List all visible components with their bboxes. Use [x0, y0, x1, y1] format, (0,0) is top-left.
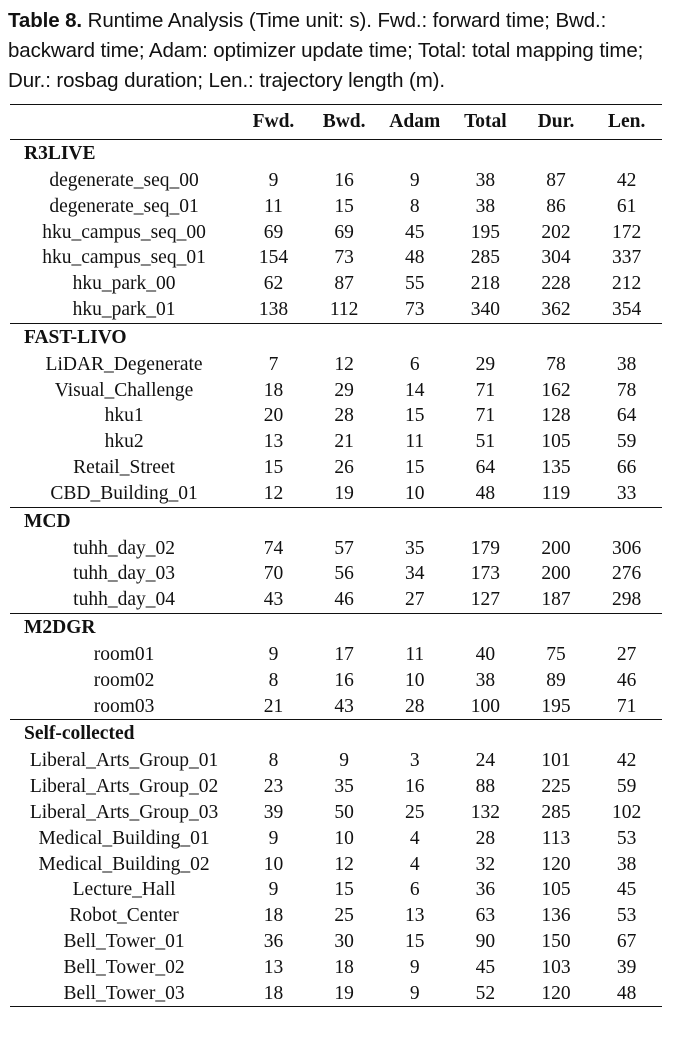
cell-fwd: 8 [268, 750, 279, 772]
table-row [10, 455, 662, 481]
cell-sequence: Visual_Challenge [54, 379, 194, 401]
cell-dur: 304 [541, 247, 571, 269]
cell-adam: 6 [409, 879, 420, 901]
cell-dur: 202 [541, 221, 571, 243]
cell-total: 24 [475, 750, 496, 772]
cell-dur: 195 [541, 695, 571, 717]
table-row [10, 668, 662, 694]
cell-total: 285 [470, 247, 500, 269]
table-row [10, 748, 662, 774]
cell-bwd: 19 [309, 981, 380, 1007]
cell-len: 53 [616, 827, 637, 849]
cell-dur: 285 [541, 801, 571, 823]
group-header-row [10, 613, 662, 642]
cell-sequence: room01 [93, 643, 155, 665]
cell-dur: 87 [546, 170, 566, 191]
cell-total: 36 [475, 879, 496, 901]
cell-total: 90 [475, 930, 496, 952]
runtime-table [10, 104, 662, 1007]
table-row [10, 929, 662, 955]
cell-len: 78 [616, 379, 637, 401]
table-row [10, 481, 662, 507]
cell-bwd: 30 [334, 930, 354, 952]
header-cell-bwd: Bwd. [322, 111, 366, 132]
table-row [10, 168, 662, 194]
cell-adam: 25 [404, 801, 425, 823]
cell-adam: 9 [409, 170, 420, 191]
group-name: MCD [10, 507, 662, 536]
cell-fwd: 9 [268, 643, 279, 665]
cell-bwd: 18 [334, 956, 354, 978]
cell-adam: 15 [404, 456, 425, 478]
cell-len: 66 [616, 456, 637, 478]
cell-adam: 15 [404, 405, 425, 427]
cell-adam: 45 [404, 221, 425, 243]
cell-bwd: 15 [334, 195, 354, 217]
cell-fwd: 7 [268, 353, 279, 375]
cell-sequence: Bell_Tower_02 [63, 956, 185, 978]
cell-len: 38 [616, 853, 637, 875]
cell-adam: 8 [409, 195, 420, 217]
header-cell-fwd: Fwd. [252, 111, 295, 132]
cell-adam: 13 [404, 905, 425, 927]
cell-sequence: Medical_Building_02 [38, 853, 210, 875]
cell-sequence: Robot_Center [69, 905, 179, 927]
cell-total: 52 [450, 981, 521, 1007]
cell-sequence: CBD_Building_01 [50, 482, 198, 504]
cell-fwd: 138 [258, 298, 289, 320]
cell-fwd: 43 [263, 589, 284, 611]
cell-bwd: 16 [334, 170, 354, 191]
cell-total: 132 [470, 801, 500, 823]
group-header-row [10, 323, 662, 352]
table-row [10, 903, 662, 929]
cell-total: 51 [475, 431, 496, 453]
cell-sequence: Liberal_Arts_Group_02 [29, 776, 219, 798]
cell-len: 39 [616, 956, 637, 978]
cell-adam: 28 [404, 695, 425, 717]
cell-dur: 120 [541, 853, 571, 875]
caption-text: Runtime Analysis (Time unit: s). Fwd.: forward time; Bwd.: backward time; Adam: optimizer update time; Total: total mapping time; Dur.: rosbag duration; Len.: trajectory length (m). [8, 9, 644, 92]
cell-len: 64 [616, 405, 637, 427]
cell-len: 42 [616, 750, 637, 772]
cell-sequence: Liberal_Arts_Group_03 [29, 801, 219, 823]
cell-bwd: 29 [334, 379, 354, 401]
table-row [10, 877, 662, 903]
cell-fwd: 74 [263, 537, 284, 559]
group-header-row [10, 140, 662, 169]
cell-bwd: 26 [334, 456, 354, 478]
table-row [10, 955, 662, 981]
cell-dur: 228 [541, 273, 571, 295]
cell-dur: 136 [541, 905, 571, 927]
cell-bwd: 28 [334, 405, 354, 427]
cell-bwd: 87 [334, 273, 354, 295]
cell-adam: 10 [404, 482, 425, 504]
cell-total: 32 [475, 853, 496, 875]
table-row [10, 271, 662, 297]
cell-adam: 9 [379, 981, 450, 1007]
cell-bwd: 73 [334, 247, 354, 269]
cell-dur: 225 [541, 776, 571, 798]
cell-len: 38 [616, 353, 637, 375]
cell-total: 195 [470, 221, 500, 243]
cell-adam: 4 [409, 853, 420, 875]
cell-adam: 11 [405, 431, 425, 453]
cell-adam: 73 [404, 298, 425, 320]
table-row [10, 194, 662, 220]
table-row [10, 297, 662, 323]
cell-sequence: tuhh_day_04 [73, 589, 175, 611]
cell-sequence: Lecture_Hall [72, 879, 176, 901]
cell-bwd: 69 [334, 221, 354, 243]
cell-total: 64 [475, 456, 496, 478]
cell-fwd: 20 [263, 405, 284, 427]
table-row [10, 536, 662, 562]
cell-len: 48 [591, 981, 662, 1007]
group-header-row [10, 507, 662, 536]
cell-bwd: 15 [334, 879, 354, 901]
cell-fwd: 18 [263, 379, 284, 401]
group-header-row [10, 720, 662, 749]
cell-fwd: 10 [263, 853, 284, 875]
caption-label: Table 8. [8, 9, 83, 32]
cell-adam: 16 [404, 776, 425, 798]
table-row [10, 403, 662, 429]
cell-adam: 4 [409, 827, 420, 849]
cell-bwd: 9 [339, 750, 349, 772]
cell-bwd: 12 [334, 853, 354, 875]
cell-len: 45 [616, 879, 637, 901]
cell-len: 337 [612, 247, 642, 269]
cell-sequence: room02 [93, 669, 155, 691]
cell-bwd: 112 [329, 298, 359, 320]
table-row [10, 245, 662, 271]
cell-fwd: 69 [263, 221, 284, 243]
cell-total: 71 [475, 405, 496, 427]
table-row [10, 561, 662, 587]
cell-dur: 135 [541, 456, 571, 478]
cell-adam: 35 [404, 537, 425, 559]
cell-total: 218 [470, 273, 500, 295]
cell-len: 212 [612, 273, 642, 295]
cell-adam: 9 [409, 956, 420, 978]
cell-dur: 86 [546, 195, 566, 217]
cell-total: 38 [475, 170, 496, 191]
cell-len: 276 [612, 563, 642, 585]
cell-dur: 200 [541, 563, 571, 585]
cell-fwd: 12 [263, 482, 284, 504]
cell-adam: 27 [404, 589, 425, 611]
cell-bwd: 25 [334, 905, 354, 927]
cell-sequence: room03 [93, 695, 155, 717]
header-row [10, 105, 662, 140]
cell-fwd: 18 [238, 981, 309, 1007]
cell-dur: 128 [541, 405, 571, 427]
cell-fwd: 36 [263, 930, 284, 952]
table-row [10, 352, 662, 378]
cell-total: 71 [475, 379, 496, 401]
cell-sequence: hku_park_01 [72, 298, 176, 320]
cell-dur: 105 [541, 431, 571, 453]
cell-bwd: 43 [334, 695, 354, 717]
table-row [10, 800, 662, 826]
cell-len: 59 [616, 431, 637, 453]
table-row [10, 378, 662, 404]
cell-dur: 150 [541, 930, 571, 952]
cell-dur: 200 [541, 537, 571, 559]
cell-total: 173 [470, 563, 500, 585]
header-cell-adam: Adam [389, 111, 441, 132]
table-row [10, 826, 662, 852]
group-name: FAST-LIVO [10, 323, 662, 352]
cell-dur: 101 [541, 750, 571, 772]
cell-adam: 48 [404, 247, 425, 269]
cell-total: 63 [475, 905, 496, 927]
cell-dur: 75 [546, 643, 566, 665]
cell-total: 29 [475, 353, 496, 375]
cell-len: 33 [616, 482, 637, 504]
cell-total: 100 [470, 695, 500, 717]
table-row [10, 981, 662, 1007]
table-row [10, 642, 662, 668]
table-row [10, 587, 662, 613]
cell-dur: 119 [541, 482, 571, 504]
table-row [10, 429, 662, 455]
cell-sequence: Bell_Tower_03 [10, 981, 238, 1007]
table-row [10, 852, 662, 878]
cell-fwd: 18 [263, 905, 284, 927]
cell-total: 38 [475, 195, 496, 217]
cell-bwd: 56 [334, 563, 354, 585]
cell-total: 28 [475, 827, 496, 849]
cell-sequence: hku_park_00 [72, 273, 176, 295]
cell-total: 179 [470, 537, 500, 559]
header-cell-total: Total [464, 111, 507, 132]
cell-total: 40 [475, 643, 496, 665]
cell-dur: 120 [521, 981, 592, 1007]
cell-adam: 6 [409, 353, 420, 375]
header-cell-dur: Dur. [537, 111, 575, 132]
cell-bwd: 19 [334, 482, 354, 504]
cell-fwd: 13 [263, 431, 284, 453]
cell-len: 42 [616, 170, 637, 191]
cell-total: 127 [470, 589, 500, 611]
cell-len: 46 [616, 669, 637, 691]
cell-total: 38 [475, 669, 496, 691]
cell-sequence: tuhh_day_02 [73, 537, 175, 559]
table-row [10, 220, 662, 246]
cell-len: 53 [616, 905, 637, 927]
table-row [10, 774, 662, 800]
cell-len: 67 [616, 930, 637, 952]
cell-dur: 105 [541, 879, 571, 901]
cell-dur: 162 [541, 379, 571, 401]
cell-len: 61 [616, 195, 637, 217]
cell-dur: 187 [541, 589, 571, 611]
cell-fwd: 11 [264, 195, 283, 217]
cell-fwd: 9 [268, 827, 279, 849]
cell-dur: 113 [541, 827, 571, 849]
cell-len: 298 [612, 589, 642, 611]
cell-len: 306 [612, 537, 642, 559]
cell-total: 88 [475, 776, 496, 798]
cell-bwd: 57 [334, 537, 354, 559]
header-cell-sequence [10, 105, 238, 140]
cell-fwd: 9 [268, 879, 279, 901]
group-name: R3LIVE [24, 143, 96, 164]
header-cell-len: Len. [607, 111, 646, 132]
cell-bwd: 35 [334, 776, 354, 798]
cell-sequence: LiDAR_Degenerate [45, 353, 203, 375]
cell-bwd: 50 [334, 801, 354, 823]
cell-total: 340 [470, 298, 500, 320]
cell-adam: 15 [404, 930, 425, 952]
cell-fwd: 21 [263, 695, 284, 717]
cell-fwd: 70 [263, 563, 284, 585]
group-name: M2DGR [10, 613, 662, 642]
table-row [10, 694, 662, 720]
group-name: Self-collected [10, 720, 662, 749]
cell-len: 172 [612, 221, 642, 243]
table-body [10, 140, 662, 1007]
cell-adam: 3 [409, 750, 420, 772]
cell-fwd: 13 [263, 956, 284, 978]
cell-fwd: 9 [268, 170, 279, 191]
cell-fwd: 15 [263, 456, 284, 478]
cell-dur: 78 [546, 353, 566, 375]
cell-adam: 11 [405, 643, 425, 665]
cell-dur: 89 [546, 669, 566, 691]
cell-fwd: 154 [258, 247, 289, 269]
cell-len: 27 [616, 643, 637, 665]
cell-sequence: Liberal_Arts_Group_01 [29, 750, 219, 772]
cell-sequence: Retail_Street [73, 456, 175, 478]
cell-adam: 10 [404, 669, 425, 691]
cell-adam: 34 [404, 563, 425, 585]
cell-dur: 103 [541, 956, 571, 978]
cell-total: 48 [475, 482, 496, 504]
cell-adam: 55 [404, 273, 425, 295]
cell-len: 354 [612, 298, 642, 320]
cell-sequence: hku2 [104, 431, 144, 453]
cell-sequence: degenerate_seq_01 [49, 195, 199, 217]
cell-sequence: hku_campus_seq_01 [42, 247, 206, 269]
cell-bwd: 12 [334, 353, 354, 375]
cell-len: 59 [616, 776, 637, 798]
cell-total: 45 [475, 956, 496, 978]
cell-bwd: 17 [334, 643, 354, 665]
cell-sequence: hku_campus_seq_00 [42, 221, 206, 243]
cell-bwd: 16 [334, 669, 354, 691]
cell-len: 102 [612, 801, 642, 823]
table-caption [8, 6, 678, 96]
cell-fwd: 39 [263, 801, 284, 823]
cell-fwd: 8 [268, 669, 279, 691]
cell-dur: 362 [541, 298, 571, 320]
cell-bwd: 10 [334, 827, 354, 849]
cell-sequence: tuhh_day_03 [73, 563, 175, 585]
cell-sequence: hku1 [104, 405, 144, 427]
cell-bwd: 46 [334, 589, 354, 611]
cell-fwd: 62 [263, 273, 284, 295]
cell-sequence: degenerate_seq_00 [49, 170, 199, 191]
cell-adam: 14 [404, 379, 425, 401]
cell-sequence: Bell_Tower_01 [63, 930, 185, 952]
cell-sequence: Medical_Building_01 [38, 827, 210, 849]
cell-len: 71 [616, 695, 637, 717]
cell-fwd: 23 [263, 776, 284, 798]
cell-bwd: 21 [334, 431, 354, 453]
